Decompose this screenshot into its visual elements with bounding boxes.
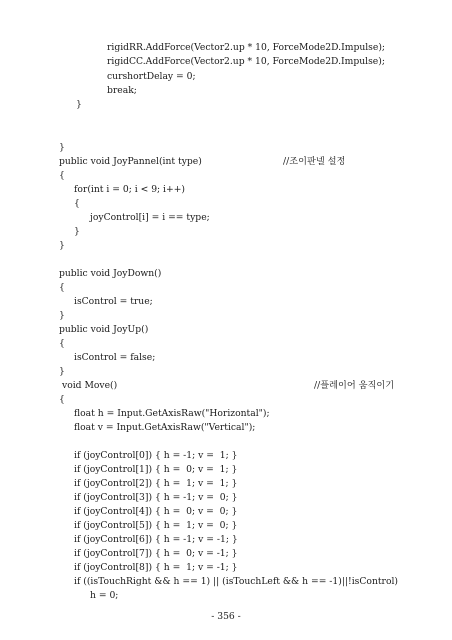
- code-line: public void JoyDown(): [59, 268, 162, 279]
- code-line: rigidCC.AddForce(Vector2.up * 10, ForceMode2D.Impulse);: [107, 56, 385, 67]
- code-line: public void JoyUp(): [59, 324, 149, 335]
- code-line: if (joyControl[8]) { h = 1; v = -1; }: [74, 562, 238, 573]
- code-comment: //플레이어 움직이기: [314, 380, 395, 391]
- code-line: joyControl[i] = i == type;: [90, 212, 210, 223]
- code-line: }: [59, 240, 65, 251]
- code-line: if (joyControl[6]) { h = -1; v = -1; }: [74, 534, 238, 545]
- code-line: }: [74, 226, 80, 237]
- code-line: }: [76, 99, 82, 110]
- code-line: if (joyControl[4]) { h = 0; v = 0; }: [74, 506, 238, 517]
- code-line: {: [59, 170, 65, 181]
- page-number: - 356 -: [211, 611, 241, 622]
- code-line: break;: [107, 85, 137, 96]
- code-line: isControl = true;: [74, 296, 153, 307]
- code-line: if (joyControl[7]) { h = 0; v = -1; }: [74, 548, 238, 559]
- code-line: {: [59, 394, 65, 405]
- code-line: void Move(): [62, 380, 118, 391]
- code-line: float v = Input.GetAxisRaw("Vertical");: [74, 422, 256, 433]
- code-comment: //조이판넬 설정: [283, 156, 346, 167]
- code-line: public void JoyPannel(int type): [59, 156, 202, 167]
- code-line: float h = Input.GetAxisRaw("Horizontal");: [74, 408, 270, 419]
- code-line: if (joyControl[2]) { h = 1; v = 1; }: [74, 478, 238, 489]
- code-line: {: [74, 198, 80, 209]
- code-line: }: [59, 142, 65, 153]
- code-line: for(int i = 0; i < 9; i++): [74, 184, 185, 195]
- code-line: h = 0;: [90, 590, 119, 601]
- code-line: {: [59, 338, 65, 349]
- code-line: if (joyControl[1]) { h = 0; v = 1; }: [74, 464, 238, 475]
- code-line: if ((isTouchRight && h == 1) || (isTouchLeft && h == -1)||!isControl): [74, 576, 398, 587]
- code-line: isControl = false;: [74, 352, 156, 363]
- code-line: if (joyControl[0]) { h = -1; v = 1; }: [74, 450, 238, 461]
- code-line: }: [59, 366, 65, 377]
- code-line: }: [59, 310, 65, 321]
- code-line: curshortDelay = 0;: [107, 71, 196, 82]
- code-line: if (joyControl[3]) { h = -1; v = 0; }: [74, 492, 238, 503]
- code-line: {: [59, 282, 65, 293]
- code-line: if (joyControl[5]) { h = 1; v = 0; }: [74, 520, 238, 531]
- code-line: rigidRR.AddForce(Vector2.up * 10, ForceMode2D.Impulse);: [107, 42, 386, 53]
